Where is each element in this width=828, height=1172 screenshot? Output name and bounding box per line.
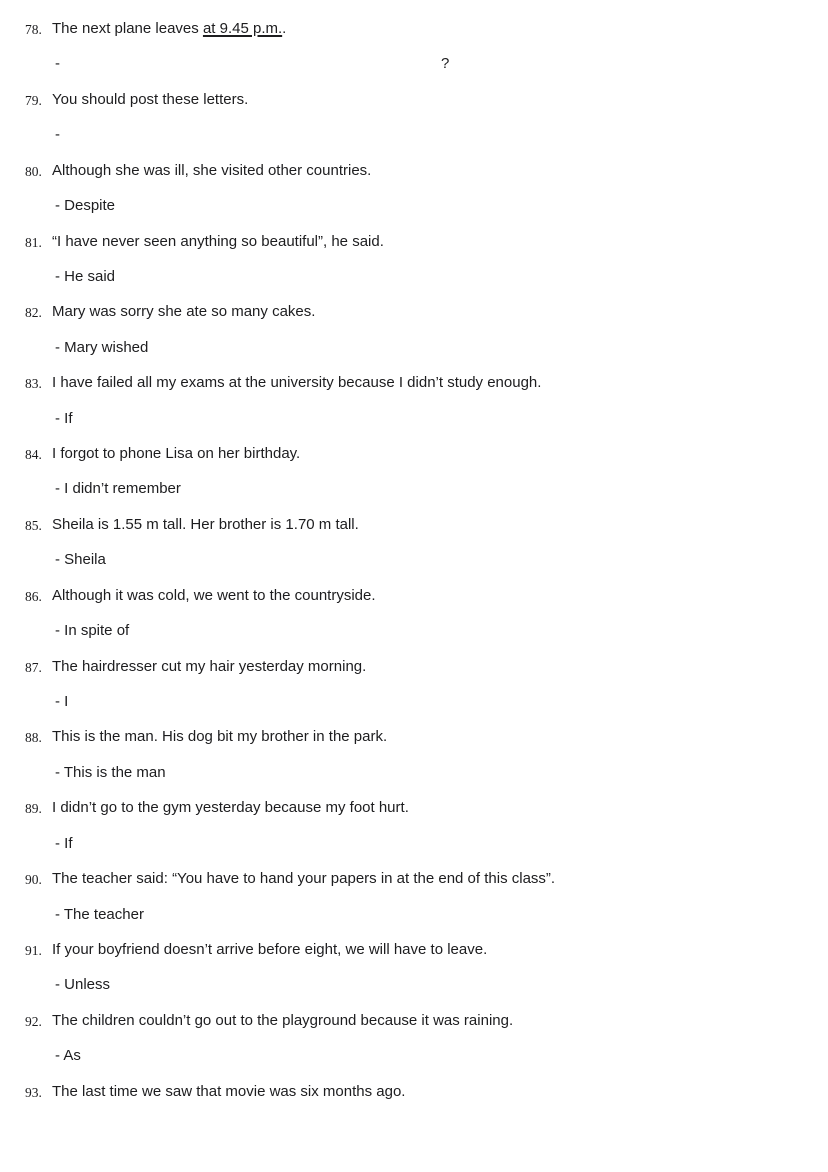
item-sentence — [52, 515, 828, 534]
item-number: 82. — [25, 305, 42, 321]
item-sentence — [52, 302, 828, 321]
item-number: 91. — [25, 942, 42, 958]
sentence-line — [0, 586, 828, 621]
item-number: 92. — [25, 1013, 42, 1029]
sentence-line — [0, 302, 828, 337]
exercise-item — [0, 302, 828, 373]
item-answer-line — [0, 763, 828, 798]
sentence-line — [0, 798, 828, 833]
item-sentence — [52, 869, 828, 888]
item-number: 84. — [25, 447, 42, 463]
item-answer-line — [0, 338, 828, 373]
sentence-text: Although she was ill, she visited other countries. — [52, 161, 372, 179]
item-answer-line — [0, 125, 828, 160]
sentence-line — [0, 90, 828, 125]
answer-prompt: - — [55, 55, 60, 73]
answer-prompt: - I — [55, 693, 69, 711]
exercise-item — [0, 657, 828, 728]
item-number: 86. — [25, 588, 42, 604]
answer-prompt: - Despite — [55, 197, 116, 215]
exercise-item — [0, 727, 828, 798]
item-number: 79. — [25, 92, 42, 108]
exercise-item — [0, 373, 828, 444]
item-sentence — [52, 586, 828, 605]
item-answer-line — [0, 834, 828, 869]
item-number: 89. — [25, 801, 42, 817]
item-number: 81. — [25, 234, 42, 250]
question-mark: ? — [441, 55, 450, 73]
exercise-item — [0, 1082, 828, 1117]
item-sentence — [52, 161, 828, 180]
sentence-text: The children couldn’t go out to the playground because it was raining. — [52, 1011, 514, 1029]
exercise-item — [0, 515, 828, 586]
sentence-line — [0, 232, 828, 267]
item-number: 87. — [25, 659, 42, 675]
answer-prompt: - — [55, 126, 60, 144]
item-sentence — [52, 1082, 828, 1101]
answer-prompt: - In spite of — [55, 622, 130, 640]
sentence-line — [0, 515, 828, 550]
sentence-text: The next plane leaves — [52, 20, 203, 37]
answer-prompt: - If — [55, 834, 73, 852]
item-sentence — [52, 798, 828, 817]
exercise-item — [0, 19, 828, 90]
exercise-item — [0, 798, 828, 869]
sentence-line — [0, 657, 828, 692]
exercise-item — [0, 586, 828, 657]
sentence-text: Although it was cold, we went to the countryside. — [52, 586, 376, 604]
sentence-line — [0, 727, 828, 762]
item-sentence — [52, 940, 828, 959]
answer-prompt: - Unless — [55, 976, 111, 994]
item-answer-line — [0, 196, 828, 231]
item-number: 88. — [25, 730, 42, 746]
exercise-item — [0, 869, 828, 940]
item-answer-line — [0, 1046, 828, 1081]
sentence-line — [0, 444, 828, 479]
item-answer-line — [0, 975, 828, 1010]
answer-prompt: - He said — [55, 267, 116, 285]
item-number: 85. — [25, 517, 42, 533]
exercise-item — [0, 444, 828, 515]
item-sentence — [52, 444, 828, 463]
exercise-item — [0, 1011, 828, 1082]
sentence-text: I didn’t go to the gym yesterday because my foot hurt. — [52, 799, 409, 817]
answer-prompt: - As — [55, 1047, 81, 1065]
item-answer-line — [0, 905, 828, 940]
sentence-line — [0, 1011, 828, 1046]
item-sentence — [52, 657, 828, 676]
exercise-item — [0, 940, 828, 1011]
item-sentence — [52, 727, 828, 746]
sentence-text: I have failed all my exams at the university because I didn’t study enough. — [52, 374, 542, 392]
sentence-line — [0, 373, 828, 408]
underlined-text: at 9.45 p.m. — [202, 20, 283, 37]
item-number: 93. — [25, 1084, 42, 1100]
sentence-line — [0, 1082, 828, 1117]
item-number: 83. — [25, 376, 42, 392]
item-number: 80. — [25, 163, 42, 179]
sentence-text: Mary was sorry she ate so many cakes. — [52, 303, 316, 321]
answer-prompt: - I didn’t remember — [55, 480, 181, 498]
item-number: 90. — [25, 872, 42, 888]
sentence-line — [0, 940, 828, 975]
item-answer-line — [0, 409, 828, 444]
answer-prompt: - Sheila — [55, 551, 106, 569]
item-sentence — [52, 19, 828, 38]
sentence-line — [0, 161, 828, 196]
sentence-text: You should post these letters. — [52, 90, 249, 108]
sentence-line — [0, 19, 828, 54]
item-sentence — [52, 1011, 828, 1030]
answer-prompt: - The teacher — [55, 905, 144, 923]
sentence-text: . — [282, 20, 287, 37]
item-answer-line — [0, 550, 828, 585]
sentence-text: This is the man. His dog bit my brother in the park. — [52, 728, 388, 746]
answer-prompt: - If — [55, 409, 73, 427]
answer-prompt: - Mary wished — [55, 338, 149, 356]
item-sentence — [52, 232, 828, 251]
item-number: 78. — [25, 22, 42, 37]
sentence-text: The teacher said: “You have to hand your papers in at the end of this class”. — [52, 870, 556, 888]
sentence-line — [0, 869, 828, 904]
sentence-text: Sheila is 1.55 m tall. Her brother is 1.70 m tall. — [52, 515, 359, 533]
exercise-item — [0, 161, 828, 232]
answer-prompt: - This is the man — [55, 763, 166, 781]
sentence-text: The last time we saw that movie was six months ago. — [52, 1082, 406, 1100]
exercise-list — [0, 19, 828, 1117]
item-answer-line — [0, 54, 828, 89]
exercise-item — [0, 232, 828, 303]
sentence-text: I forgot to phone Lisa on her birthday. — [52, 445, 301, 463]
sentence-text: If your boyfriend doesn’t arrive before eight, we will have to leave. — [52, 940, 488, 958]
item-sentence — [52, 373, 828, 392]
item-answer-line — [0, 621, 828, 656]
item-answer-line — [0, 692, 828, 727]
sentence-text: The hairdresser cut my hair yesterday morning. — [52, 657, 367, 675]
sentence-text: “I have never seen anything so beautiful”, he said. — [52, 232, 384, 250]
exercise-item — [0, 90, 828, 161]
item-answer-line — [0, 267, 828, 302]
item-answer-line — [0, 479, 828, 514]
item-sentence — [52, 90, 828, 109]
